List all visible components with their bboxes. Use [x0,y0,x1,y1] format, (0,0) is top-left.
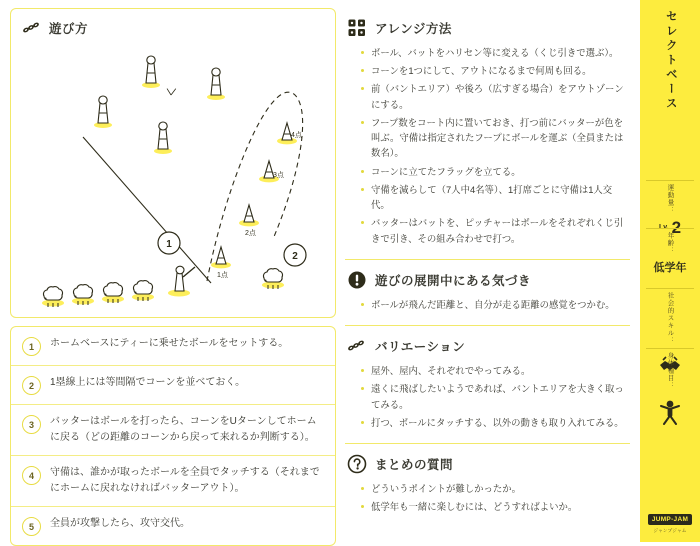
bullet-list [345,297,630,312]
puzzle-icon [347,18,367,38]
meta-label: 運動量： [666,184,674,214]
list-item: 打つ、ボールにタッチする、以外の動きも取り入れてみる。 [359,415,630,430]
list-item [11,507,335,545]
age-value: 低学年 [653,261,687,274]
list-item [11,327,335,366]
list-item: コーンを1つにして、アウトになるまで何周も回る。 [359,63,630,78]
chain-icon [347,336,367,356]
bullet-list [345,363,630,430]
meta-body-type [646,348,694,436]
middle-column [345,8,630,534]
step-text: 守備は、誰かが取ったボールを全員でタッチする（それまでにホームに戻れなければバッターアウト）。 [50,467,320,494]
list-item: フープ数をコート内に置いておき、打つ前にバッターが色を叫ぶ。守備は指定されたフープにボールを運ぶ（全員または数名）。 [359,115,630,161]
svg-text:3点: 3点 [273,172,284,179]
section-variation [345,326,630,444]
step-number: 4 [22,466,41,485]
svg-text:4点: 4点 [291,132,302,139]
logo-badge: JUMP-JAM [648,514,692,525]
section-header [345,260,630,294]
step-text: 全員が攻撃したら、攻守交代。 [50,518,190,529]
steps-card [10,326,336,546]
page-title: セレクトベース [664,10,677,112]
section-arrange [345,8,630,260]
svg-text:1: 1 [166,239,172,250]
list-item: 遠くに飛ばしたいようであれば、バントエリアを大きく取ってみる。 [359,381,630,411]
list-item: 守備を減らして（7人中4名等）、1打席ごとに守備は1人交代。 [359,182,630,212]
step-text: バッターはボールを打ったら、コーンをUターンしてホームに戻る（どの距離のコーンから戻って来れるか判断する）。 [50,416,317,443]
play-method-card [10,8,336,318]
section-title: 遊びの展開中にある気づき [375,273,532,288]
play-method-title: 遊び方 [49,22,89,36]
list-item: 低学年も一緒に楽しむには、どうすればよいか。 [359,499,630,514]
logo-subtitle: ジャンプジャム [653,528,687,533]
meta-label: 身体種目： [666,352,674,390]
step-number: 3 [22,415,41,434]
svg-text:2点: 2点 [245,230,256,237]
level-value: 2 [671,218,682,237]
list-item: ボールが飛んだ距離と、自分が走る距離の感覚をつかむ。 [359,297,630,312]
left-column [10,8,336,534]
game-field-illustration [11,33,336,318]
meta-label: 年齢： [666,232,674,255]
section-header [345,444,630,478]
section-header [345,8,630,42]
right-rail [640,0,700,542]
list-item [11,456,335,507]
section-header [345,326,630,360]
question-icon [347,454,367,474]
section-awareness [345,260,630,326]
list-item: ボール、バットをハリセン等に変える（くじ引きで選ぶ）。 [359,45,630,60]
section-summary-questions [345,444,630,527]
exclamation-icon [347,270,367,290]
step-number: 1 [22,337,41,356]
bullet-list [345,45,630,246]
section-title: バリエーション [375,340,466,355]
step-text: 1塁線上には等間隔でコーンを並べておく。 [50,377,246,388]
step-number: 5 [22,517,41,536]
step-text: ホームベースにティーに乗せたボールをセットする。 [50,338,289,349]
list-item: 前（バントエリア）や後ろ（広すぎる場合）をアウトゾーンにする。 [359,81,630,111]
list-item: 屋外、屋内、それぞれでやってみる。 [359,363,630,378]
svg-text:2: 2 [292,251,298,262]
step-number: 2 [22,376,41,395]
meta-age [646,228,694,278]
list-item: バッターはバットを、ピッチャーはボールをそれぞれくじ引きで引き、その組み合わせで打つ。 [359,215,630,245]
list-item: どういうポイントが難しかったか。 [359,481,630,496]
bullet-list [345,481,630,514]
brand-logo [640,508,700,534]
level-prefix: Lv. [658,224,669,231]
section-title: アレンジ方法 [375,22,452,36]
meta-label: 社会的スキル： [666,292,674,345]
list-item [11,366,335,405]
list-item [11,405,335,456]
svg-text:1点: 1点 [217,272,228,279]
section-title: まとめの質問 [375,457,454,472]
list-item: コーンに立てたフラッグを立てる。 [359,164,630,179]
rail-title-wrap [640,10,700,112]
body-icon [646,395,694,436]
